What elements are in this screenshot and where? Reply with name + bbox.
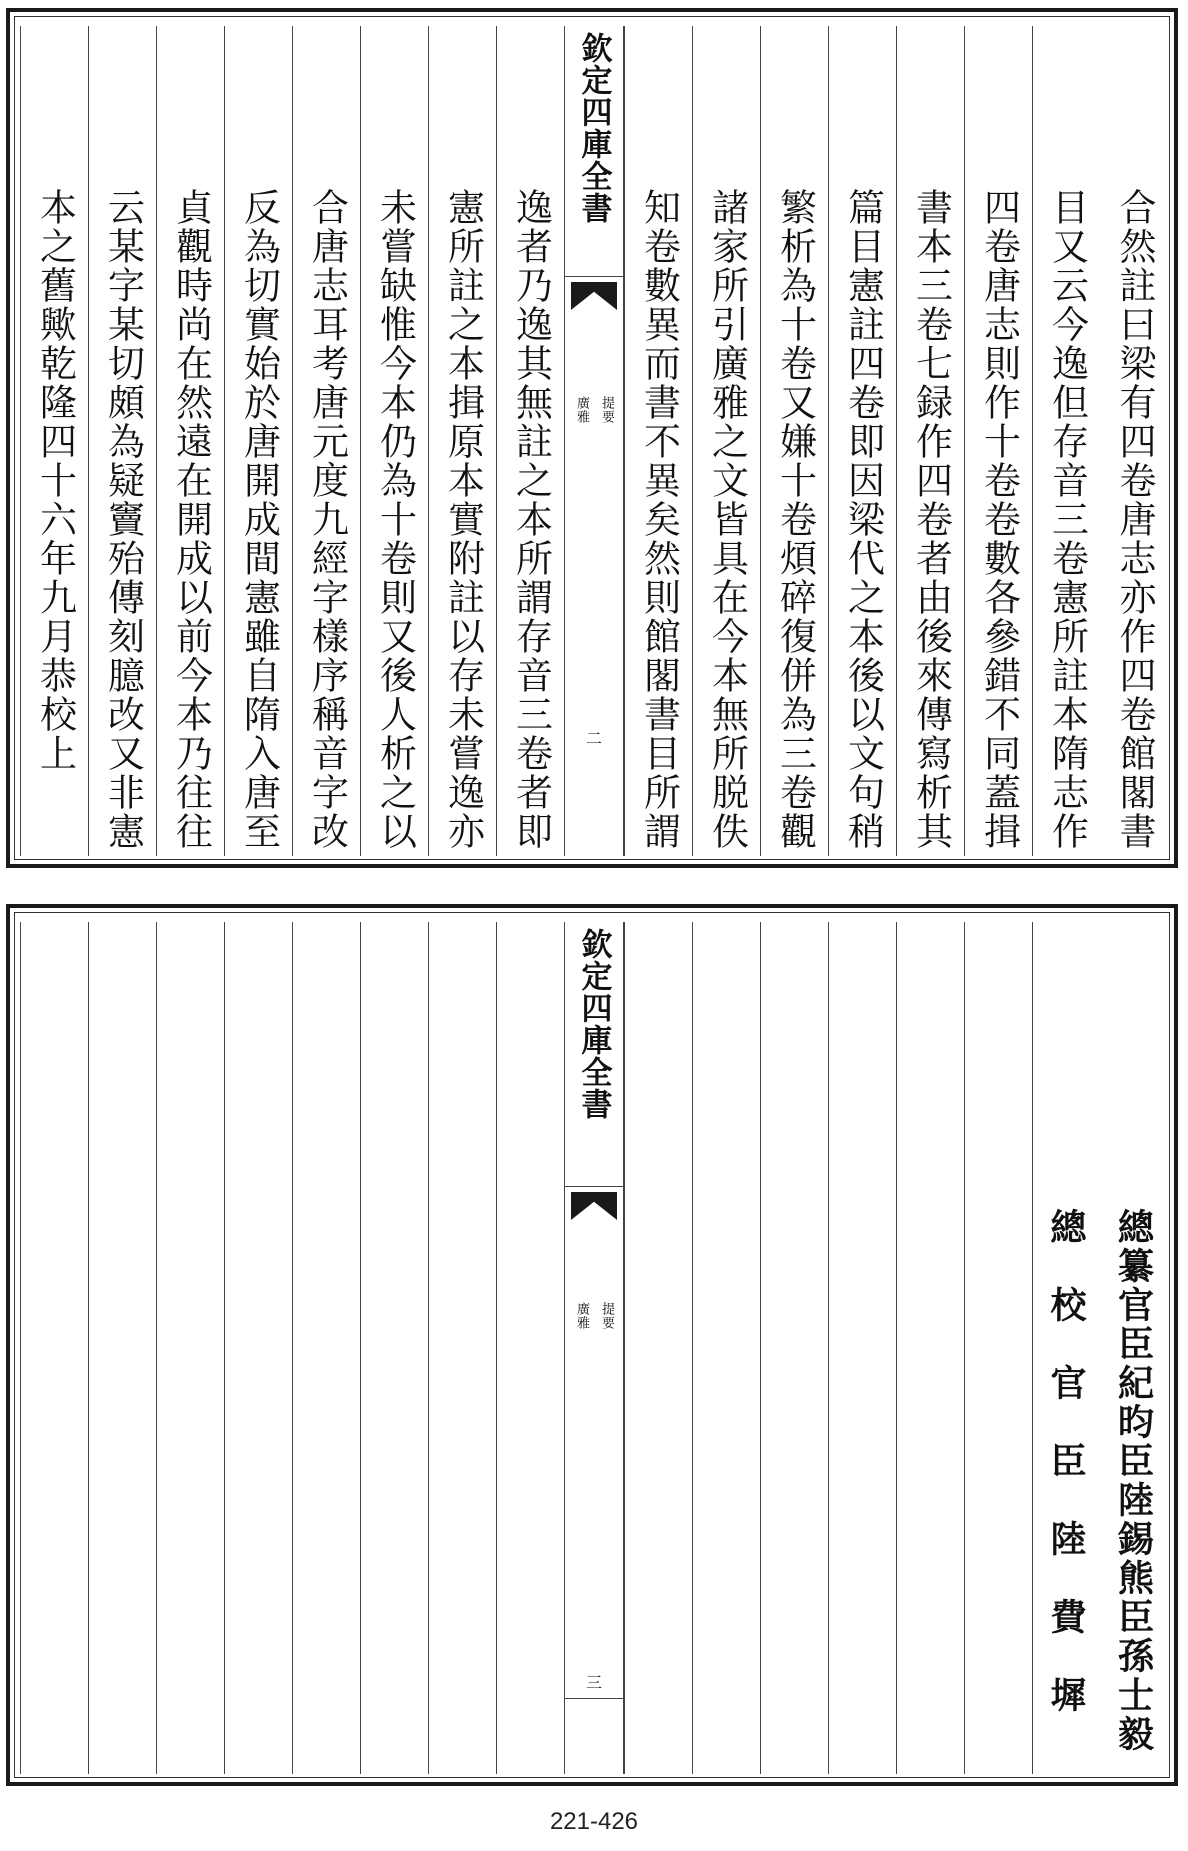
blank-column [88,922,156,1774]
text-column: 本之舊歟乾隆四十六年九月恭校上 [20,26,88,856]
blank-column [828,922,896,1774]
compiler-credit: 總纂官臣紀昀臣陸錫熊臣孫士毅 [1112,1208,1155,1754]
text-column: 目又云今逸但存音三卷憲所註本隋志作 [1032,26,1100,856]
blank-column [964,922,1032,1774]
blank-column [496,922,564,1774]
text-column: 未嘗缺惟今本仍為十卷則又後人析之以 [360,26,428,856]
center-gutter [564,26,624,856]
text-column: 繁析為十卷又嫌十卷煩碎復併為三卷觀 [760,26,828,856]
page-number: 二 [585,729,602,748]
text-column: 篇目憲註四卷即因梁代之本後以文句稍 [828,26,896,856]
book-title: 欽定四庫全書 [575,928,612,1120]
text-column: 知卷數異而書不異矣然則館閣書目所謂 [624,26,692,856]
blank-column [360,922,428,1774]
blank-column [20,922,88,1774]
text-column: 四卷唐志則作十卷卷數各參錯不同蓋揖 [964,26,1032,856]
blank-column [156,922,224,1774]
fish-tail-mark [571,282,617,310]
section-label: 廣雅 提要 [574,1302,614,1330]
proofreader-credit: 總校官臣陸費墀 [1032,922,1100,1774]
page-lower [6,904,1178,1786]
text-column: 諸家所引廣雅之文皆具在今本無所脱佚 [692,26,760,856]
blank-column [624,922,692,1774]
blank-column [692,922,760,1774]
center-gutter [564,922,624,1774]
text-column: 合唐志耳考唐元度九經字樣序稱音字改 [292,26,360,856]
text-column: 書本三卷七録作四卷者由後來傳寫析其 [896,26,964,856]
blank-column [896,922,964,1774]
fish-tail-mark [571,1192,617,1220]
page-number: 三 [585,1673,602,1692]
text-column: 逸者乃逸其無註之本所謂存音三卷者即 [496,26,564,856]
blank-column [428,922,496,1774]
text-column: 憲所註之本揖原本實附註以存未嘗逸亦 [428,26,496,856]
blank-column [292,922,360,1774]
footer-page-reference: 221-426 [549,1808,639,1835]
text-column: 貞觀時尚在然遠在開成以前今本乃往往 [156,26,224,856]
section-label: 廣雅 提要 [574,396,614,424]
text-column: 反為切實始於唐開成間憲雖自隋入唐至 [224,26,292,856]
page-upper [6,8,1178,868]
blank-column [224,922,292,1774]
text-column: 合然註曰梁有四卷唐志亦作四卷館閣書 [1113,188,1156,851]
text-column: 云某字某切頗為疑竇殆傳刻臆改又非憲 [88,26,156,856]
book-title: 欽定四庫全書 [575,32,612,224]
blank-column [760,922,828,1774]
